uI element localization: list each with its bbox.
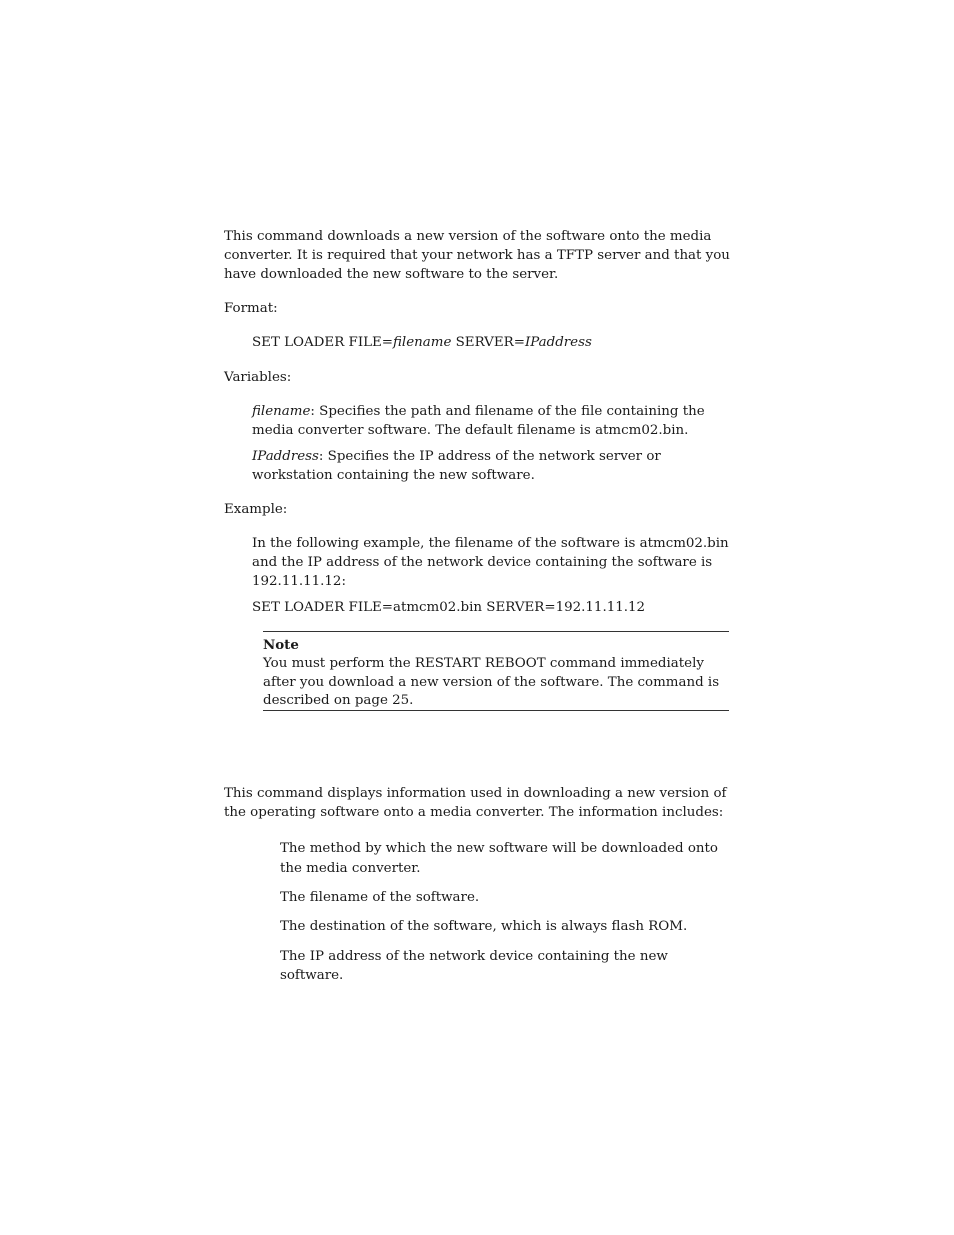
syntax-var-ipaddress: IPaddress [524, 335, 592, 350]
format-label: Format: [224, 301, 278, 316]
list-item: The method by which the new software will be downloaded onto the media converter. [280, 841, 718, 876]
variable-filename [252, 402, 734, 440]
syntax-part-2: SERVER= [451, 335, 525, 350]
example-command: SET LOADER FILE=atmcm02.bin SERVER=192.11.11.12 [252, 600, 646, 615]
list-item: The destination of the software, which is always flash ROM. [280, 919, 688, 934]
variable-name: filename [252, 404, 311, 419]
note-title: Note [263, 637, 299, 653]
command-syntax [252, 333, 734, 352]
example-label: Example: [224, 502, 288, 517]
list-item: The filename of the software. [280, 890, 480, 905]
note-text: You must perform the RESTART REBOOT command immediately after you download a new version of the software. The command is described on page 25. [263, 656, 720, 708]
set-loader-description: This command downloads a new version of the software onto the media converter. It is required that your network has a TFTP server and that you have downloaded the new software to the server. [224, 229, 730, 282]
syntax-var-filename: filename [393, 335, 452, 350]
variable-name: IPaddress [252, 449, 319, 464]
variable-ipaddress [252, 447, 734, 485]
example-text: In the following example, the filename of the software is atmcm02.bin and the IP address of the network device containing the software is 192.11.11.12: [252, 536, 729, 589]
variable-description: : Specifies the path and filename of the file containing the media converter software. The default filename is atmcm02.bin. [252, 404, 705, 438]
variable-description: : Specifies the IP address of the network server or workstation containing the new software. [252, 449, 661, 483]
list-item: The IP address of the network device containing the new software. [280, 949, 668, 983]
note-box [263, 631, 729, 711]
show-loader-description: This command displays information used in downloading a new version of the operating software onto a media converter. The information includes: [224, 786, 727, 820]
syntax-part-1: SET LOADER FILE= [252, 335, 393, 350]
variables-label: Variables: [224, 370, 292, 385]
